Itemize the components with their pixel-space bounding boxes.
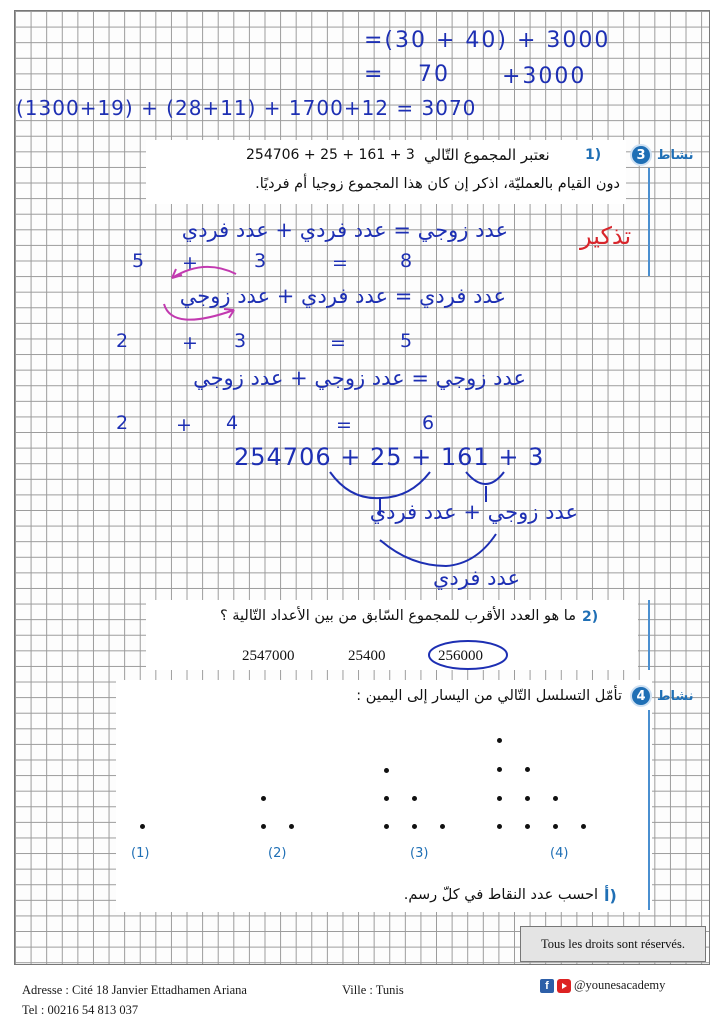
activity3-rule [648, 168, 650, 276]
dot [384, 768, 389, 773]
dot [261, 796, 266, 801]
q1-instruction: دون القيام بالعمليّة، اذكر إن كان هذا المجموع زوجيا أم فرديًا. [255, 176, 620, 192]
row3-n2: 4 [226, 412, 239, 434]
activity3-badge [630, 144, 694, 166]
row3-op2: = [336, 414, 352, 436]
hand-row-1: عدد زوجي = عدد فردي + عدد فردي [181, 218, 508, 242]
answer-circle [426, 638, 510, 672]
hand-split-line: عدد زوجي + عدد فردي [369, 500, 578, 524]
row2-op1: + [182, 332, 198, 354]
pattern-label-2: (2) [268, 846, 287, 861]
activity4-text: تأمّل التسلسل التّالي من اليسار إلى اليمين : [356, 688, 622, 704]
social-handle-text[interactable]: @younesacademy [574, 978, 666, 992]
sub-a-letter: أ) [604, 886, 617, 905]
row2-n2: 3 [234, 330, 247, 352]
hand-line-2-a: 70 [418, 62, 450, 87]
footer-tel: Tel : 00216 54 813 037 [22, 1003, 139, 1017]
dot [384, 796, 389, 801]
activity4-badge [630, 685, 694, 707]
rights-notice: Tous les droits sont réservés. [520, 926, 706, 962]
dot [525, 824, 530, 829]
dot [497, 824, 502, 829]
dot [440, 824, 445, 829]
q1-expression: 254706 + 25 + 161 + 3 [246, 147, 415, 163]
pattern-label-4: (4) [550, 846, 569, 861]
hand-line-3: (1300+19) + (28+11) + 1700+12 = 3070 [16, 96, 477, 120]
facebook-icon[interactable]: f [540, 979, 554, 993]
pattern-label-3: (3) [410, 846, 429, 861]
sub-a-text: احسب عدد النقاط في كلّ رسم. [403, 887, 598, 903]
dot [412, 824, 417, 829]
q1-number: 1) [585, 147, 602, 163]
q2-option-1: 2547000 [242, 648, 295, 664]
footer-city: Ville : Tunis [342, 983, 404, 997]
q2-rule [648, 600, 650, 670]
row2-n1: 2 [116, 330, 129, 352]
dot [497, 767, 502, 772]
row2-n3: 5 [400, 330, 413, 352]
row1-op2: = [332, 252, 348, 274]
q2-number: 2) [582, 609, 599, 625]
hand-row-2: عدد فردي = عدد فردي + عدد زوجي [179, 284, 506, 308]
q2-text: ما هو العدد الأقرب للمجموع السّابق من بين الأعداد التّالية ؟ [219, 608, 576, 624]
youtube-icon[interactable] [557, 979, 571, 993]
activity4-rule [648, 710, 650, 910]
dot [553, 796, 558, 801]
q1-text: نعتبر المجموع التّالي [424, 146, 550, 164]
row1-n1: 5 [132, 250, 145, 272]
dot [384, 824, 389, 829]
footer-address: Adresse : Cité 18 Janvier Ettadhamen Ariana [22, 983, 247, 997]
row3-op1: + [176, 414, 192, 436]
dot [497, 796, 502, 801]
dot [140, 824, 145, 829]
activity-label: نشاط [657, 147, 694, 163]
activity-number: 4 [630, 685, 652, 707]
hand-row-3: عدد زوجي = عدد زوجي + عدد زوجي [193, 366, 526, 390]
pattern-label-1: (1) [131, 846, 150, 861]
row3-n3: 6 [422, 412, 435, 434]
dot [525, 767, 530, 772]
hand-line-2-b: +3000 [502, 64, 587, 89]
row1-op1: + [182, 252, 198, 274]
social-handle[interactable] [540, 978, 665, 993]
dot [553, 824, 558, 829]
hand-line-2-eq: = [364, 62, 385, 87]
dot [412, 796, 417, 801]
dot [261, 824, 266, 829]
dot [581, 824, 586, 829]
row3-n1: 2 [116, 412, 129, 434]
dot [289, 824, 294, 829]
activity-number: 3 [630, 144, 652, 166]
row1-n3: 8 [400, 250, 413, 272]
activity-label: نشاط [657, 688, 694, 704]
hand-result: عدد فردي [433, 566, 520, 590]
swap-arrows [150, 260, 260, 332]
dot [525, 796, 530, 801]
row1-n2: 3 [254, 250, 267, 272]
hand-line-1: =(30 + 40) + 3000 [364, 28, 611, 53]
q2-option-2: 25400 [348, 648, 386, 664]
q2-option-3: 256000 [438, 648, 483, 664]
row2-op2: = [330, 332, 346, 354]
reminder-note: تذكير [580, 222, 632, 250]
hand-sum-line: 254706 + 25 + 161 + 3 [234, 443, 545, 471]
dot [497, 738, 502, 743]
